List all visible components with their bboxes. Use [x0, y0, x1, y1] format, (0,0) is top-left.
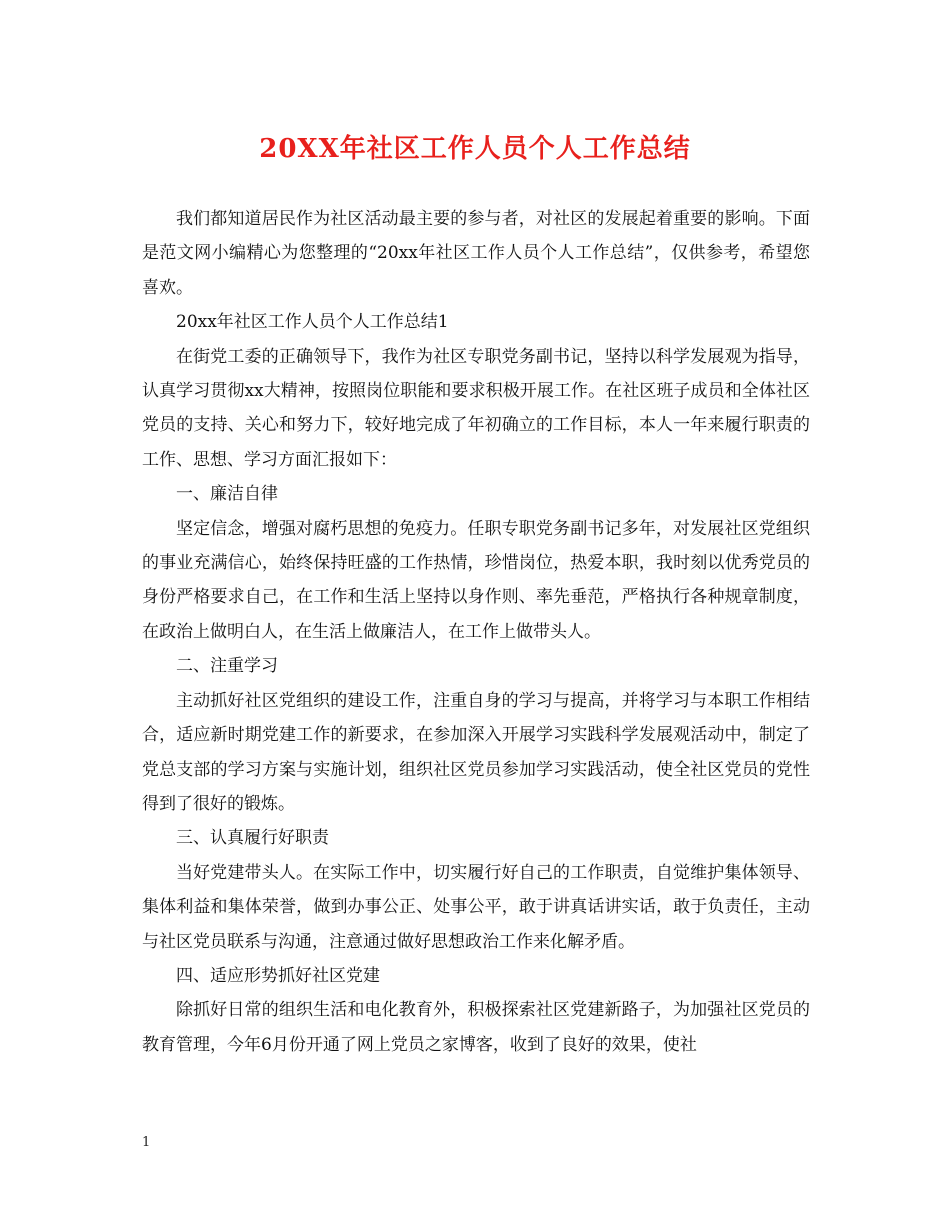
- paragraph-subtitle: 20xx年社区工作人员个人工作总结1: [176, 312, 449, 333]
- section-heading-4: 四、适应形势抓好社区党建: [176, 965, 380, 986]
- paragraph-section-3: 当好党建带头人。在实际工作中，切实履行好自己的工作职责，自觉维护集体领导、集体利益和集体荣誉，做到办事公正、处事公平，敢于讲真话讲实话，敢于负责任，主动与社区党员联系与沟通，注意通过做好思想政治工作来化解矛盾。: [142, 862, 810, 952]
- paragraph-opening: 在街党工委的正确领导下，我作为社区专职党务副书记，坚持以科学发展观为指导，认真学习贯彻xx大精神，按照岗位职能和要求积极开展工作。在社区班子成员和全体社区党员的支持、关心和努力下，较好地完成了年初确立的工作目标，本人一年来履行职责的工作、思想、学习方面汇报如下：: [142, 346, 810, 470]
- section-heading-3: 三、认真履行好职责: [176, 828, 329, 849]
- section-heading-1: 一、廉洁自律: [176, 484, 278, 505]
- paragraph-section-1: 坚定信念，增强对腐朽思想的免疫力。任职专职党务副书记多年，对发展社区党组织的事业充满信心，始终保持旺盛的工作热情，珍惜岗位，热爱本职，我时刻以优秀党员的身份严格要求自己，在工作和生活上坚持以身作则、率先垂范，严格执行各种规章制度，在政治上做明白人，在生活上做廉洁人，在工作上做带头人。: [142, 518, 810, 642]
- paragraph-section-4: 除抓好日常的组织生活和电化教育外，积极探索社区党建新路子，为加强社区党员的教育管理，今年6月份开通了网上党员之家博客，收到了良好的效果，使社: [142, 1000, 810, 1055]
- paragraph-intro: 我们都知道居民作为社区活动最主要的参与者，对社区的发展起着重要的影响。下面是范文网小编精心为您整理的“20xx年社区工作人员个人工作总结”，仅供参考，希望您喜欢。: [142, 209, 810, 298]
- section-heading-2: 二、注重学习: [176, 656, 278, 677]
- page-number: 1: [142, 1135, 151, 1150]
- paragraph-section-2: 主动抓好社区党组织的建设工作，注重自身的学习与提高，并将学习与本职工作相结合，适应新时期党建工作的新要求，在参加深入开展学习实践科学发展观活动中，制定了党总支部的学习方案与实施计划，组织社区党员参加学习实践活动，使全社区党员的党性得到了很好的锻炼。: [142, 690, 810, 814]
- document-title: 20XX年社区工作人员个人工作总结: [259, 134, 691, 164]
- document-body: [142, 202, 810, 1062]
